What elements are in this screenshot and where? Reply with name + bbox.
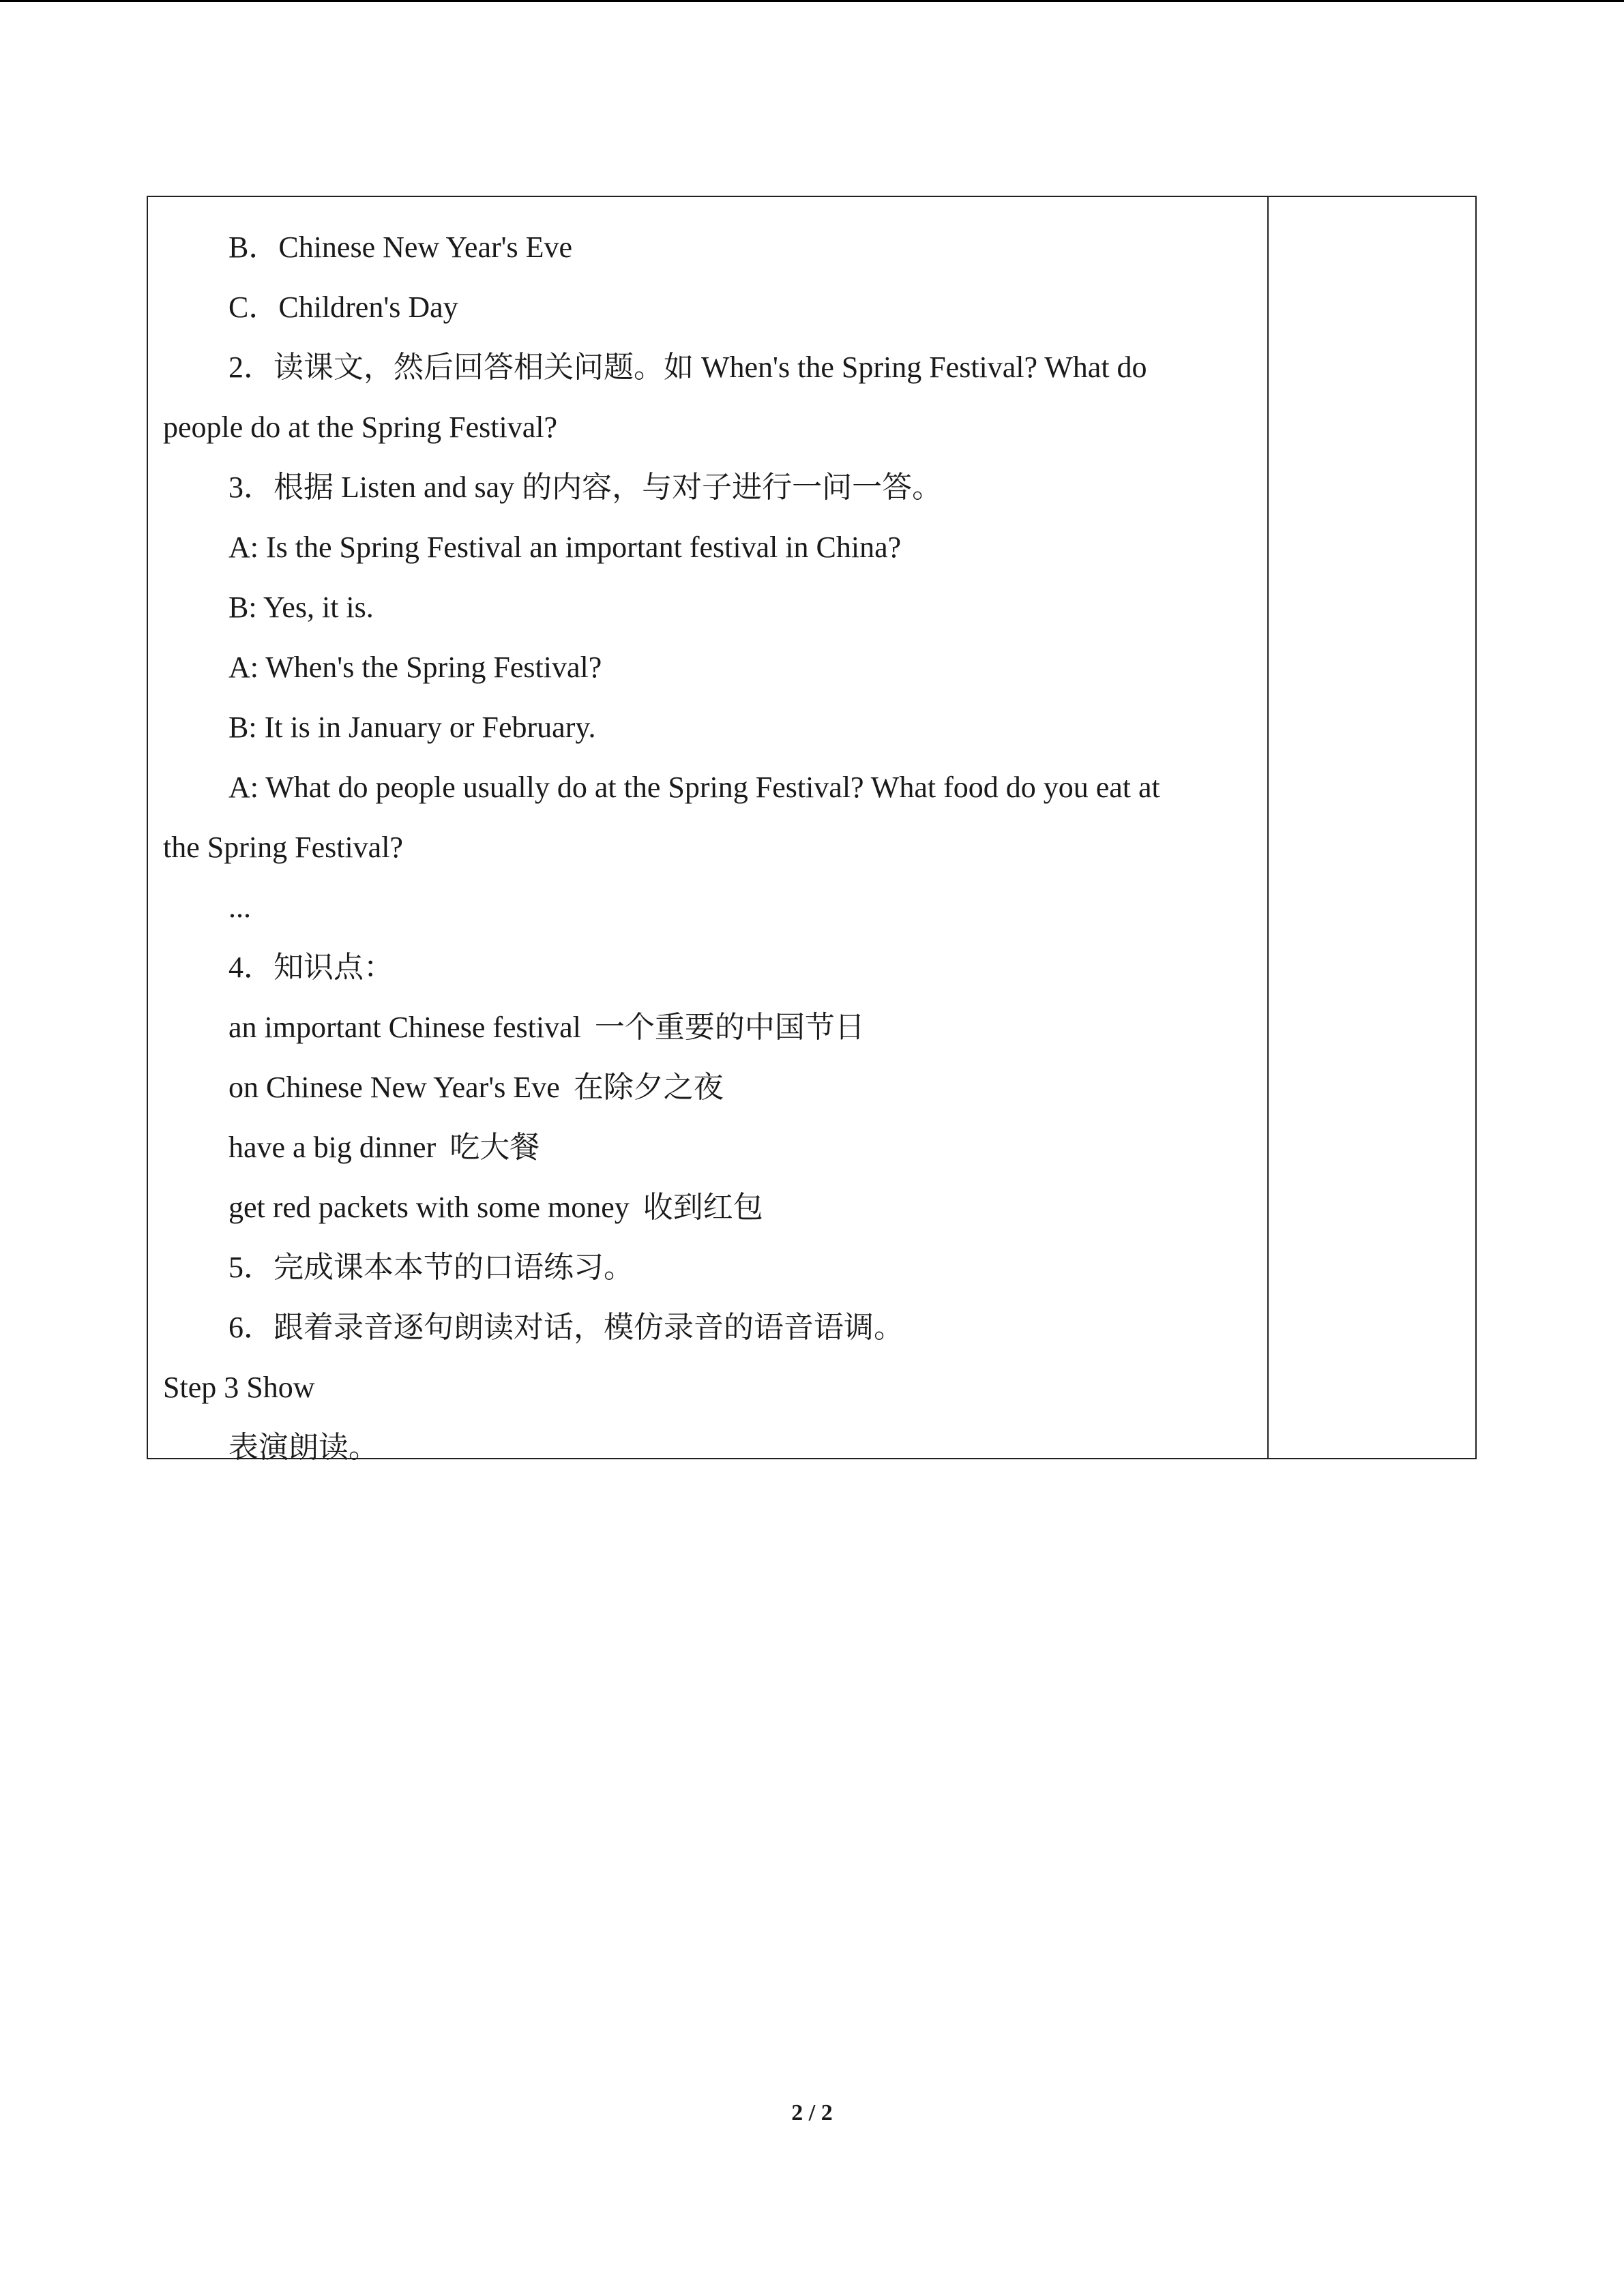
phrase-en: have a big dinner <box>228 1131 437 1164</box>
item-6: 6．跟着录音逐句朗读对话，模仿录音的语音语调。 <box>228 1311 904 1344</box>
dialogue-long-line-2: the Spring Festival? <box>163 831 403 864</box>
phrase-row <box>163 1058 1252 1118</box>
option-c: C．Children's Day <box>228 290 458 324</box>
lesson-plan-table <box>147 196 1477 1464</box>
item-2-line-2: people do at the Spring Festival? <box>163 411 557 444</box>
phrase-row <box>163 998 1252 1058</box>
phrase-row <box>163 1178 1252 1238</box>
item-5: 5．完成课本本节的口语练习。 <box>228 1251 634 1284</box>
dialogue-line: B: Yes, it is. <box>228 591 374 624</box>
step-3-title: Step 3 Show <box>163 1371 315 1404</box>
item-2-line-1: 2．读课文，然后回答相关问题。如 When's the Spring Festival? What do <box>228 351 1147 384</box>
ellipsis: ... <box>228 891 251 924</box>
phrase-en: get red packets with some money <box>228 1191 630 1224</box>
phrase-cn: 在除夕之夜 <box>573 1071 724 1104</box>
procedure-cell <box>148 197 1269 1464</box>
option-b: B．Chinese New Year's Eve <box>228 230 573 264</box>
item-3: 3．根据 Listen and say 的内容，与对子进行一问一答。 <box>228 471 943 504</box>
dialogue-line: B: It is in January or February. <box>228 711 596 744</box>
step-3-body: 表演朗读。 <box>228 1431 379 1464</box>
dialogue-long-line-1: A: What do people usually do at the Spring Festival? What food do you eat at <box>228 771 1160 804</box>
phrase-cn: 一个重要的中国节日 <box>594 1011 865 1044</box>
top-border-rule <box>0 0 1624 2</box>
page-number: 2 / 2 <box>791 2100 833 2126</box>
dialogue-line: A: When's the Spring Festival? <box>228 651 602 684</box>
phrase-cn: 收到红包 <box>643 1191 763 1224</box>
phrase-en: an important Chinese festival <box>228 1011 581 1044</box>
notes-cell <box>1269 197 1475 1458</box>
phrase-en: on Chinese New Year's Eve <box>228 1071 560 1104</box>
phrase-row <box>163 1118 1252 1178</box>
dialogue-line: A: Is the Spring Festival an important festival in China? <box>228 531 902 564</box>
item-4: 4．知识点： <box>228 951 394 984</box>
phrase-cn: 吃大餐 <box>449 1131 540 1164</box>
